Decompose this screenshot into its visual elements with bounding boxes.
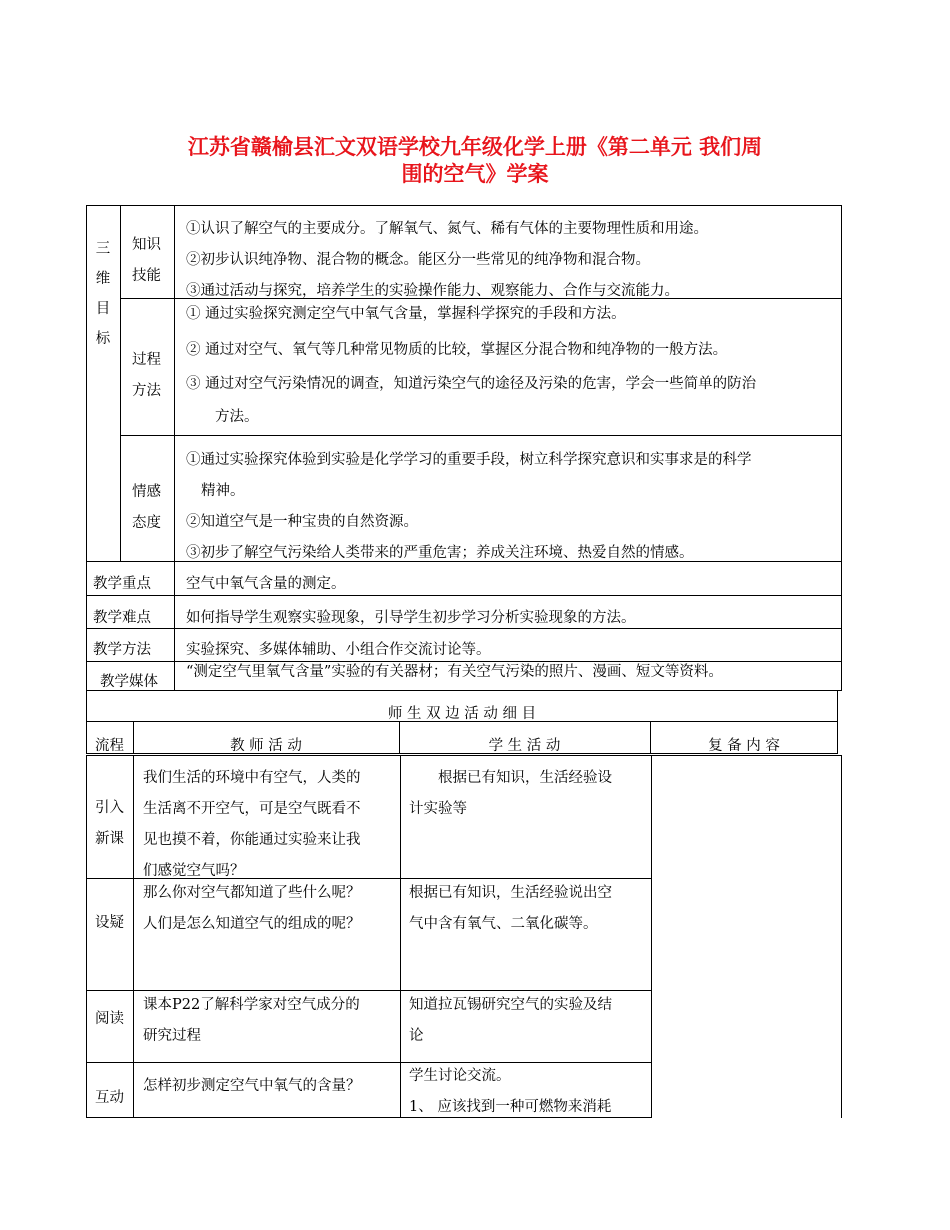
column-teacher: 教 师 活 动 <box>230 738 302 754</box>
goals-header-char: 目 <box>95 301 111 317</box>
teacher-line: 们感觉空气吗？ <box>143 863 245 879</box>
emotion-label: 情感 <box>132 484 161 500</box>
knowledge-item: ①认识了解空气的主要成分。了解氧气、氮气、稀有气体的主要物理性质和用途。 <box>186 221 708 237</box>
teacher-line: 怎样初步测定空气中氧气的含量？ <box>143 1078 361 1094</box>
goals-header-char: 维 <box>95 271 111 287</box>
flow-cell: 引入 <box>95 800 124 816</box>
document-title-line1: 江苏省赣榆县汇文双语学校九年级化学上册《第二单元 我们周 <box>187 134 763 159</box>
teacher-line: 研究过程 <box>143 1028 201 1044</box>
activity-header: 师 生 双 边 活 动 细 目 <box>387 706 537 722</box>
student-line: 学生讨论交流。 <box>409 1068 511 1084</box>
method-label: 教学方法 <box>93 642 151 658</box>
knowledge-item: ②初步认识纯净物、混合物的概念。能区分一些常见的纯净物和混合物。 <box>186 252 650 268</box>
process-item: ① 通过实验探究测定空气中氧气含量，掌握科学探究的手段和方法。 <box>186 306 626 322</box>
media-label: 教学媒体 <box>100 674 158 690</box>
teacher-line: 那么你对空气都知道了些什么呢？ <box>143 885 361 901</box>
student-line: 根据已有知识，生活经验说出空 <box>409 885 612 901</box>
difficulty-label: 教学难点 <box>93 610 151 626</box>
emotion-item: 精神。 <box>201 483 245 499</box>
column-student: 学 生 活 动 <box>488 738 561 754</box>
goals-header-char: 三 <box>95 241 111 257</box>
teacher-line: 课本P22了解科学家对空气成分的 <box>143 997 360 1013</box>
process-item: ③ 通过对空气污染情况的调查，知道污染空气的途径及污染的危害，学会一些简单的防治 <box>186 376 757 392</box>
knowledge-label: 知识 <box>132 237 161 253</box>
column-review: 复 备 内 容 <box>708 738 780 754</box>
document-title-line2: 围的空气》学案 <box>401 161 549 186</box>
teacher-line: 我们生活的环境中有空气，人类的 <box>143 770 361 786</box>
emotion-label: 态度 <box>132 515 161 531</box>
emotion-item: ①通过实验探究体验到实验是化学学习的重要手段，树立科学探究意识和实事求是的科学 <box>186 452 752 468</box>
process-item: 方法。 <box>215 409 259 425</box>
student-line: 知道拉瓦锡研究空气的实验及结 <box>409 997 612 1013</box>
teacher-line: 人们是怎么知道空气的组成的呢？ <box>143 916 361 932</box>
emotion-item: ②知道空气是一种宝贵的自然资源。 <box>186 514 418 530</box>
column-flow: 流程 <box>95 738 124 754</box>
goals-header-char: 标 <box>95 331 111 347</box>
emotion-item: ③初步了解空气污染给人类带来的严重危害；养成关注环境、热爱自然的情感。 <box>186 545 694 561</box>
process-item: ② 通过对空气、氧气等几种常见物质的比较，掌握区分混合物和纯净物的一般方法。 <box>186 342 728 358</box>
key-point-value: 空气中氧气含量的测定。 <box>186 576 346 592</box>
media-value: “测定空气里氧气含量”实验的有关器材；有关空气污染的照片、漫画、短文等资料。 <box>186 664 723 680</box>
knowledge-label: 技能 <box>132 268 161 284</box>
teacher-line: 生活离不开空气，可是空气既看不 <box>143 801 361 817</box>
method-value: 实验探究、多媒体辅助、小组合作交流讨论等。 <box>186 642 491 658</box>
process-label: 过程 <box>132 352 161 368</box>
student-line: 论 <box>409 1028 424 1044</box>
flow-cell: 设疑 <box>95 915 124 931</box>
process-label: 方法 <box>132 383 161 399</box>
difficulty-value: 如何指导学生观察实验现象，引导学生初步学习分析实验现象的方法。 <box>186 610 636 626</box>
flow-cell: 互动 <box>95 1090 124 1106</box>
teacher-line: 见也摸不着，你能通过实验来让我 <box>143 832 361 848</box>
flow-cell: 新课 <box>95 831 124 847</box>
student-line: 1、 应该找到一种可燃物来消耗 <box>409 1099 612 1115</box>
key-point-label: 教学重点 <box>93 576 151 592</box>
student-line: 根据已有知识，生活经验设 <box>438 770 612 786</box>
knowledge-item: ③通过活动与探究，培养学生的实验操作能力、观察能力、合作与交流能力。 <box>186 283 679 299</box>
flow-cell: 阅读 <box>95 1011 124 1027</box>
student-line: 计实验等 <box>409 801 467 817</box>
student-line: 气中含有氧气、二氧化碳等。 <box>409 916 598 932</box>
